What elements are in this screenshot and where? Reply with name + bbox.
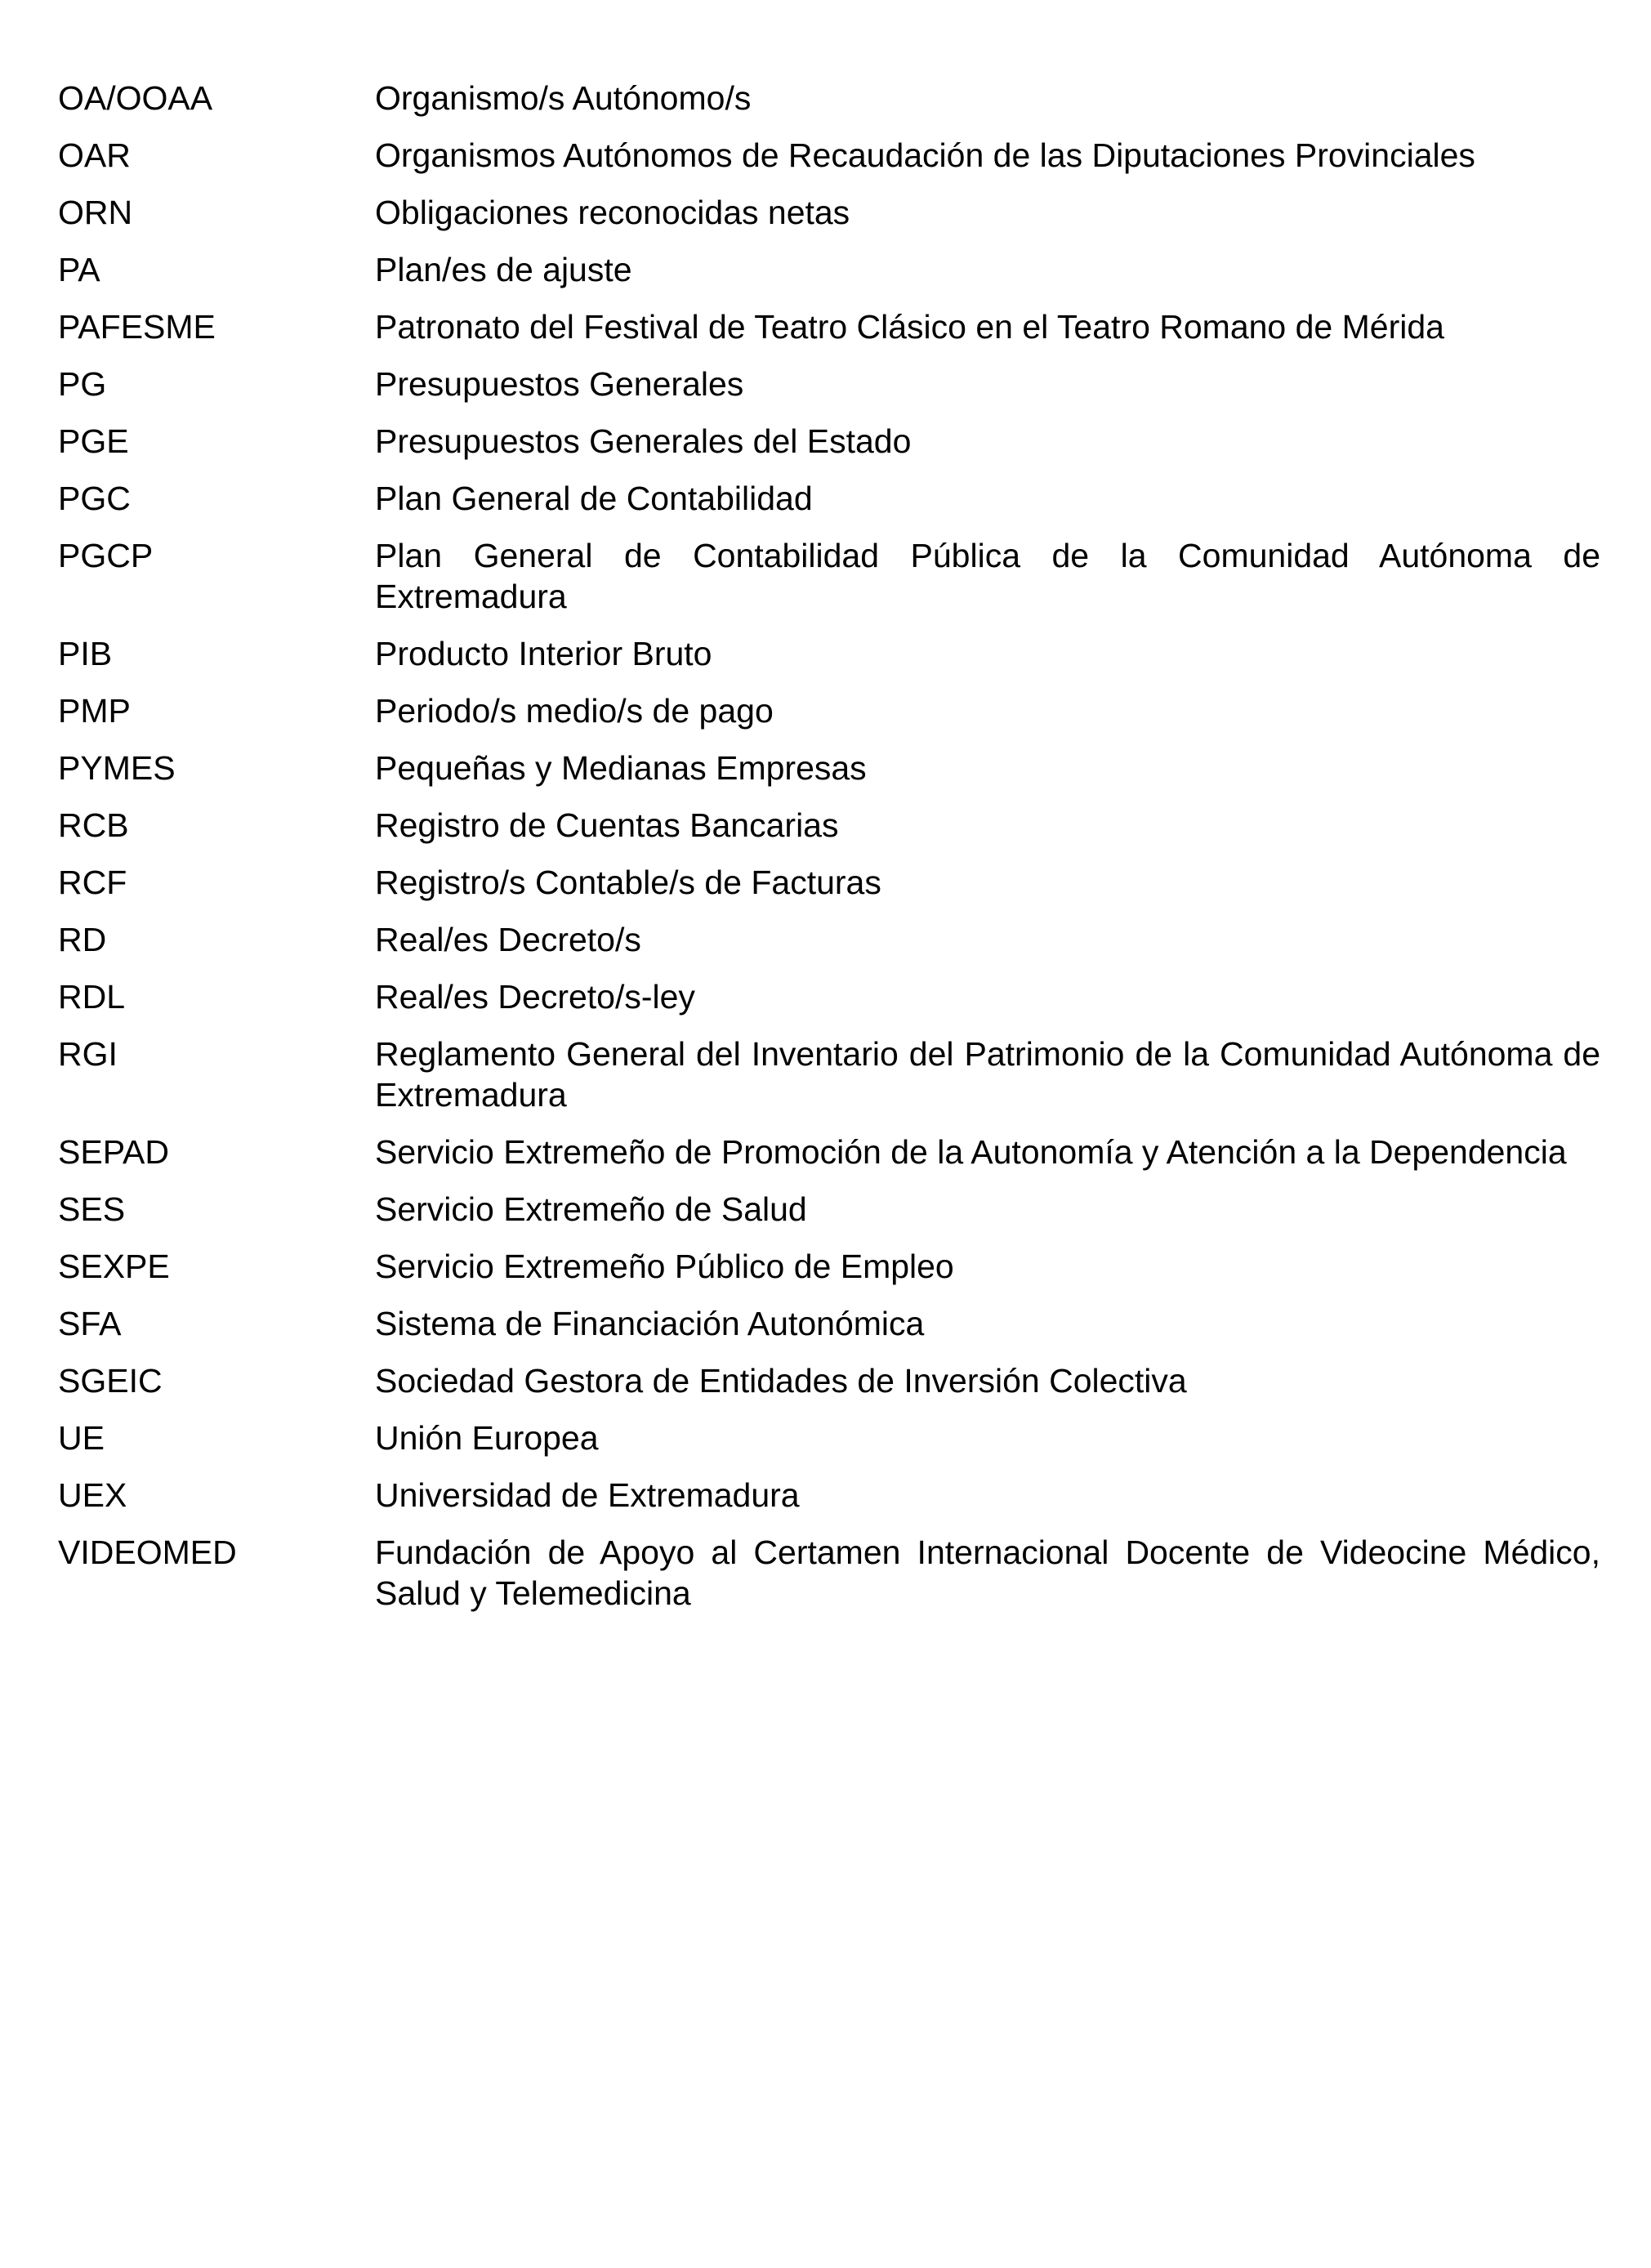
glossary-row [58, 862, 1600, 903]
glossary-row [58, 135, 1600, 176]
definition: Sociedad Gestora de Entidades de Inversión Colectiva [375, 1362, 1187, 1400]
abbreviation: UE [58, 1419, 105, 1457]
definition: Plan General de Contabilidad Pública de la Comunidad Autónoma de Extremadura [375, 537, 1600, 615]
abbreviation: UEX [58, 1476, 127, 1514]
glossary-row [58, 421, 1600, 462]
glossary-row [58, 805, 1600, 846]
glossary-row [58, 690, 1600, 731]
abbreviation: SEXPE [58, 1248, 170, 1285]
abbreviation: OAR [58, 136, 131, 174]
abbreviation: RDL [58, 978, 126, 1016]
definition: Sistema de Financiación Autonómica [375, 1305, 925, 1342]
abbreviation: RD [58, 921, 107, 958]
glossary-row [58, 633, 1600, 674]
abbreviation: PG [58, 365, 107, 403]
abbreviation: SEPAD [58, 1133, 169, 1171]
glossary-row [58, 1360, 1600, 1401]
abbreviation: PA [58, 251, 100, 288]
glossary-row [58, 1246, 1600, 1287]
definition: Servicio Extremeño Público de Empleo [375, 1248, 954, 1285]
abbreviations-glossary [58, 78, 1600, 1630]
definition: Plan/es de ajuste [375, 251, 632, 288]
definition: Servicio Extremeño de Promoción de la Autonomía y Atención a la Dependencia [375, 1133, 1567, 1171]
definition: Real/es Decreto/s-ley [375, 978, 695, 1016]
glossary-row [58, 364, 1600, 404]
glossary-row [58, 1418, 1600, 1458]
abbreviation: PGE [58, 422, 129, 460]
definition: Pequeñas y Medianas Empresas [375, 749, 867, 787]
definition: Presupuestos Generales del Estado [375, 422, 912, 460]
definition: Servicio Extremeño de Salud [375, 1190, 807, 1228]
definition: Patronato del Festival de Teatro Clásico en el Teatro Romano de Mérida [375, 308, 1444, 346]
definition: Reglamento General del Inventario del Patrimonio de la Comunidad Autónoma de Extremadura [375, 1035, 1600, 1114]
abbreviation: ORN [58, 194, 133, 231]
abbreviation: PAFESME [58, 308, 216, 346]
abbreviation: PYMES [58, 749, 176, 787]
abbreviation: RGI [58, 1035, 118, 1073]
definition: Universidad de Extremadura [375, 1476, 800, 1514]
glossary-row [58, 1189, 1600, 1230]
abbreviation: SFA [58, 1305, 122, 1342]
abbreviation: OA/OOAA [58, 79, 213, 117]
definition: Periodo/s medio/s de pago [375, 692, 774, 730]
abbreviation: RCF [58, 864, 127, 901]
definition: Registro de Cuentas Bancarias [375, 806, 839, 844]
glossary-row [58, 919, 1600, 960]
glossary-row [58, 78, 1600, 118]
glossary-row [58, 1532, 1600, 1614]
abbreviation: SES [58, 1190, 126, 1228]
glossary-row [58, 478, 1600, 519]
glossary-row [58, 1034, 1600, 1115]
abbreviation: PIB [58, 635, 113, 672]
glossary-row [58, 1475, 1600, 1516]
abbreviation: RCB [58, 806, 129, 844]
definition: Registro/s Contable/s de Facturas [375, 864, 881, 901]
glossary-row [58, 249, 1600, 290]
definition: Real/es Decreto/s [375, 921, 641, 958]
glossary-row [58, 976, 1600, 1017]
definition: Plan General de Contabilidad [375, 480, 813, 517]
glossary-row [58, 1303, 1600, 1344]
abbreviation: VIDEOMED [58, 1534, 237, 1571]
glossary-row [58, 1132, 1600, 1172]
definition: Fundación de Apoyo al Certamen Internacional Docente de Videocine Médico, Salud y Telemedicina [375, 1534, 1600, 1612]
abbreviation: PGC [58, 480, 131, 517]
definition: Organismo/s Autónomo/s [375, 79, 752, 117]
definition: Unión Europea [375, 1419, 599, 1457]
definition: Producto Interior Bruto [375, 635, 712, 672]
abbreviation: SGEIC [58, 1362, 163, 1400]
abbreviation: PGCP [58, 537, 154, 574]
glossary-row [58, 192, 1600, 233]
abbreviation: PMP [58, 692, 131, 730]
glossary-row [58, 748, 1600, 788]
definition: Presupuestos Generales [375, 365, 744, 403]
definition: Obligaciones reconocidas netas [375, 194, 850, 231]
glossary-row [58, 535, 1600, 617]
definition: Organismos Autónomos de Recaudación de las Diputaciones Provinciales [375, 136, 1475, 174]
glossary-row [58, 306, 1600, 347]
